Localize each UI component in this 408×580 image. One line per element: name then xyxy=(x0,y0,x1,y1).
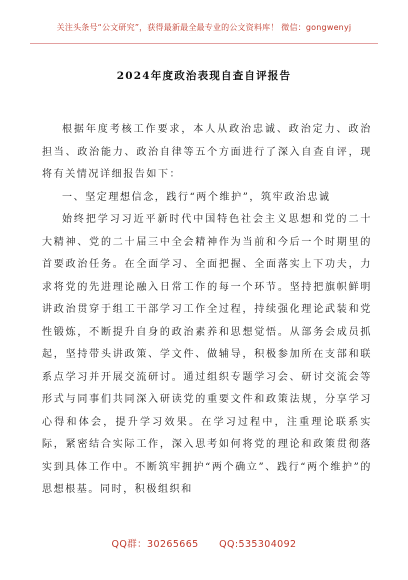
footer-contact xyxy=(0,536,408,550)
footer-qq-number: QQ:535304092 xyxy=(219,539,297,550)
header-note: 关注头条号“公文研究”，获得最新最全最专业的公文资料库！ 微信：gongwenyj xyxy=(56,23,352,32)
footer-qq-group: QQ群：30265665 xyxy=(111,539,199,550)
document-title: 2024年度政治表现自查自评报告 xyxy=(116,70,292,82)
paragraph-intro: 根据年度考核工作要求，本人从政治忠诚、政治定力、政治担当、政治能力、政治自律等五个方面进行了深入自查自评，现将有关情况详细报告如下： xyxy=(42,124,372,180)
header-divider xyxy=(30,43,378,44)
paragraph-content: 始终把学习习近平新时代中国特色社会主义思想和党的二十大精神、党的二十届三中全会精神作为当前和今后一个时期里的首要政治任务。在全面学习、全面把握、全面落实上下功夫，力求将党的先进理论融入日常工作的每一个环节。坚持把旗帜鲜明讲政治贯穿于组工干部学习工作全过程，持续强化理论武装和党性锻炼，不断提升自身的政治素养和思想觉悟。从部务会成员抓起，坚持带头讲政策、学文件、做辅导，积极参加所在支部和联系点学习并开展交流研讨。通过组织专题学习会、研讨交流会等形式与同事们共同深入研读党的重要文件和政策法规，分享学习心得和体会，提升学习效果。在学习过程中，注重理论联系实际，紧密结合实际工作，深入思考如何将党的理论和政策贯彻落实到具体工作中。不断筑牢拥护“两个确立”、践行“两个维护”的思想根基。同时，积极组织和 xyxy=(42,214,372,495)
document-body xyxy=(42,119,372,502)
section-heading: 一、坚定理想信念，践行“两个维护”，筑牢政治忠诚 xyxy=(62,191,331,203)
